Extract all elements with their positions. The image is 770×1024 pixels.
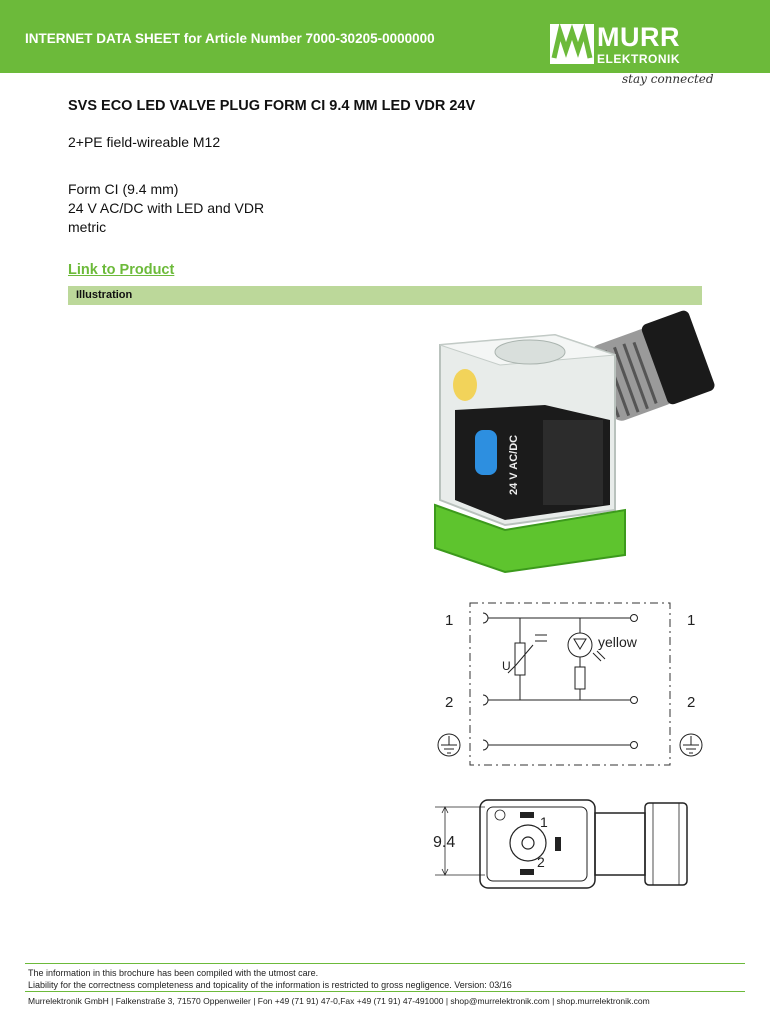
product-description [68, 180, 264, 237]
product-title: SVS ECO LED VALVE PLUG FORM CI 9.4 MM LED VDR 24V [68, 98, 476, 114]
schematic-led-label: yellow [598, 634, 637, 650]
product-link[interactable]: Link to Product [68, 262, 175, 278]
dimension-value: 9.4 [433, 834, 456, 851]
product-subtitle: 2+PE field-wireable M12 [68, 134, 221, 150]
schematic-pin-2-right: 2 [687, 694, 696, 711]
wiring-schematic [425, 595, 715, 780]
schematic-u-label: U [502, 659, 511, 673]
datasheet-title: INTERNET DATA SHEET for Article Number 7000-30205-0000000 [25, 31, 435, 46]
schematic-pin-1-left: 1 [445, 612, 454, 629]
logo-text-sub: ELEKTRONIK [597, 52, 680, 66]
dim-pin-1: 1 [540, 814, 548, 830]
product-photo [425, 310, 715, 580]
footer-divider [25, 963, 745, 964]
description-line: metric [68, 219, 107, 235]
logo-text-main: MURR [597, 22, 680, 52]
header-bar [0, 0, 770, 73]
description-line: 24 V AC/DC with LED and VDR [68, 200, 265, 216]
logo-mark-icon [550, 24, 594, 64]
disclaimer-line: Liability for the correctness completeness and topicality of the information is restricted to gross negligence. Version: 03/16 [28, 980, 512, 990]
schematic-pin-2-left: 2 [445, 694, 454, 711]
footer-disclaimer [28, 967, 512, 991]
dim-pin-2: 2 [537, 854, 545, 870]
section-label: Illustration [76, 289, 133, 301]
ground-icon [438, 734, 460, 756]
footer-address: Murrelektronik GmbH | Falkenstraße 3, 71570 Oppenweiler | Fon +49 (71 91) 47-0,Fax +49 (71 91) 47-491000 | shop@murrelektronik.com | shop.murrelektronik.com [28, 996, 650, 1006]
description-line: Form CI (9.4 mm) [68, 181, 179, 197]
footer-divider [25, 991, 745, 992]
photo-voltage-label: 24 V AC/DC [508, 434, 520, 495]
ground-icon [680, 734, 702, 756]
schematic-pin-1-right: 1 [687, 612, 696, 629]
murr-logo [545, 22, 705, 68]
illustration-section-header [68, 286, 702, 305]
dimension-drawing [425, 795, 715, 895]
tagline: stay connected [622, 72, 714, 86]
disclaimer-line: The information in this brochure has been compiled with the utmost care. [28, 968, 319, 978]
